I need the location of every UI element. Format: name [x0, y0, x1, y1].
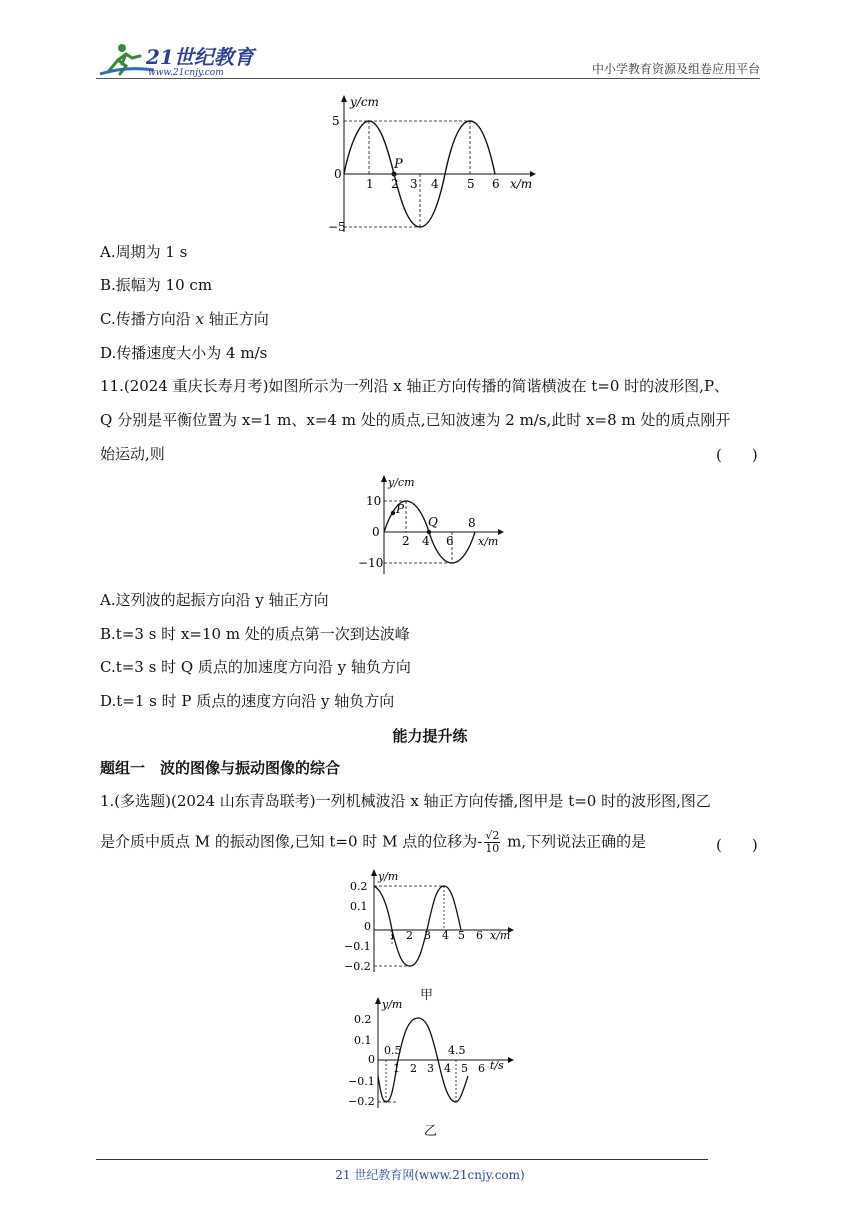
q10-option-c-text: C.传播方向沿 [100, 310, 196, 328]
y-tick: 0.1 [354, 1034, 372, 1047]
fraction [484, 830, 500, 855]
logo-text: 21世纪教育 [146, 45, 254, 69]
t-axis-label: t/s [490, 1059, 504, 1072]
point-p [391, 511, 395, 515]
fraction-denominator: 10 [485, 842, 500, 855]
x-axis-label: x/m [478, 535, 499, 548]
x-axis-label: x/m [490, 929, 511, 942]
x-tick: 1 [389, 929, 396, 942]
answer-bracket: ( ) [716, 836, 758, 854]
q11-option-c: C.t=3 s 时 Q 质点的加速度方向沿 y 轴负方向 [100, 658, 411, 676]
t-tick: 5 [461, 1062, 468, 1075]
point-p-label: P [394, 157, 403, 172]
wave-graph-jia [340, 868, 530, 1002]
x-tick: 6 [476, 929, 483, 942]
y-axis-arrow [371, 869, 377, 876]
q10-option-c-text-end: 轴正方向 [203, 310, 269, 328]
y-axis-label: y/cm [388, 476, 415, 489]
mark-label: 4.5 [448, 1044, 466, 1057]
q10-option-a: A.周期为 1 s [100, 243, 188, 261]
x-axis-label: x/m [510, 177, 533, 191]
q1-stem-text-end: m,下列说法正确的是 [502, 832, 647, 851]
y-tick: −0.2 [348, 1095, 375, 1108]
q11-stem-line2: Q 分别是平衡位置为 x=1 m、x=4 m 处的质点,已知波速为 2 m/s,此时 x=8 m 处的质点刚开 [100, 411, 731, 429]
y-tick: 0.2 [354, 1013, 372, 1026]
q11-option-d: D.t=1 s 时 P 质点的速度方向沿 y 轴负方向 [100, 692, 395, 710]
section-title: 能力提升练 [392, 727, 468, 745]
y-axis-arrow [381, 475, 387, 482]
y-tick: 5 [332, 114, 340, 128]
graph-jia-caption: 甲 [420, 988, 434, 1003]
t-tick: 2 [410, 1062, 417, 1075]
x-tick: 2 [406, 929, 413, 942]
y-tick: 0 [368, 1053, 375, 1066]
y-tick: −0.1 [344, 940, 371, 953]
graph-yi-caption: 乙 [424, 1124, 438, 1139]
header-platform-text: 中小学教育资源及组卷应用平台 [591, 62, 760, 76]
y-tick: −10 [358, 556, 384, 570]
x-tick: 8 [468, 516, 476, 530]
q1-stem-line2 [100, 830, 764, 855]
point-q [427, 530, 431, 534]
y-tick: 0.1 [350, 900, 368, 913]
y-tick: −5 [328, 220, 346, 234]
t-axis-arrow [508, 1057, 514, 1063]
logo-url: www.21cnjy.com [148, 68, 224, 78]
group-title: 题组一 波的图像与振动图像的综合 [100, 759, 341, 777]
y-tick: 0 [364, 920, 371, 933]
point-p-label: P [396, 502, 405, 516]
t-tick: 6 [478, 1062, 485, 1075]
y-tick: −0.2 [344, 960, 371, 973]
fraction-numerator: √2 [485, 829, 500, 842]
q10-option-d: D.传播速度大小为 4 m/s [100, 344, 268, 362]
point-q-label: Q [428, 515, 438, 529]
x-tick: 4 [442, 929, 449, 942]
q10-option-b: B.振幅为 10 cm [100, 276, 213, 294]
q1-stem-line1: 1.(多选题)(2024 山东青岛联考)一列机械波沿 x 轴正方向传播,图甲是 t=0 时的波形图,图乙 [100, 792, 711, 810]
x-tick: 3 [410, 177, 418, 191]
footer-text: 21 世纪教育网(www.21cnjy.com) [335, 1168, 525, 1182]
x-tick: 6 [446, 534, 454, 548]
t-tick: 4 [444, 1062, 451, 1075]
site-logo [96, 40, 256, 80]
y-axis-arrow [341, 95, 347, 102]
q11-stem-line1: 11.(2024 重庆长寿月考)如图所示为一列沿 x 轴正方向传播的简谐横波在 t=0 时的波形图,P、 [100, 377, 730, 395]
y-tick: 0.2 [350, 880, 368, 893]
point-p [392, 172, 397, 177]
x-tick: 4 [422, 534, 430, 548]
t-tick: 3 [427, 1062, 434, 1075]
x-tick: 2 [402, 534, 410, 548]
y-tick: −0.1 [348, 1075, 375, 1088]
mark-label: 0.5 [384, 1044, 402, 1057]
wave-curve [374, 886, 461, 966]
q10-option-c [100, 309, 764, 329]
x-tick: 5 [467, 177, 475, 191]
q11-option-b: B.t=3 s 时 x=10 m 处的质点第一次到达波峰 [100, 625, 410, 643]
answer-bracket: ( ) [716, 446, 758, 464]
x-tick: 2 [391, 177, 399, 191]
x-tick: 3 [424, 929, 431, 942]
x-tick: 5 [458, 929, 465, 942]
wave-graph-1 [330, 92, 540, 241]
x-axis-arrow [498, 529, 504, 535]
y-axis-arrow [375, 997, 381, 1004]
q11-stem-line3: 始运动,则 [100, 445, 165, 463]
y-tick: 0 [334, 167, 342, 181]
q1-stem-text: 是介质中质点 M 的振动图像,已知 t=0 时 M 点的位移为- [100, 832, 483, 851]
vibration-graph-yi [340, 996, 530, 1118]
x-tick: 4 [431, 177, 439, 191]
y-tick: 0 [372, 525, 380, 539]
y-tick: 10 [366, 494, 382, 508]
q10-option-c-var: x [195, 310, 204, 328]
header-divider [96, 78, 760, 79]
wave-graph-2 [350, 474, 510, 583]
q11-option-a: A.这列波的起振方向沿 y 轴正方向 [100, 591, 329, 609]
x-tick: 6 [492, 177, 500, 191]
t-tick: 1 [393, 1062, 400, 1075]
y-axis-label: y/cm [350, 95, 379, 109]
y-axis-label: y/m [382, 998, 403, 1011]
x-tick: 1 [366, 177, 374, 191]
footer-divider [96, 1159, 708, 1160]
y-axis-label: y/m [378, 870, 399, 883]
